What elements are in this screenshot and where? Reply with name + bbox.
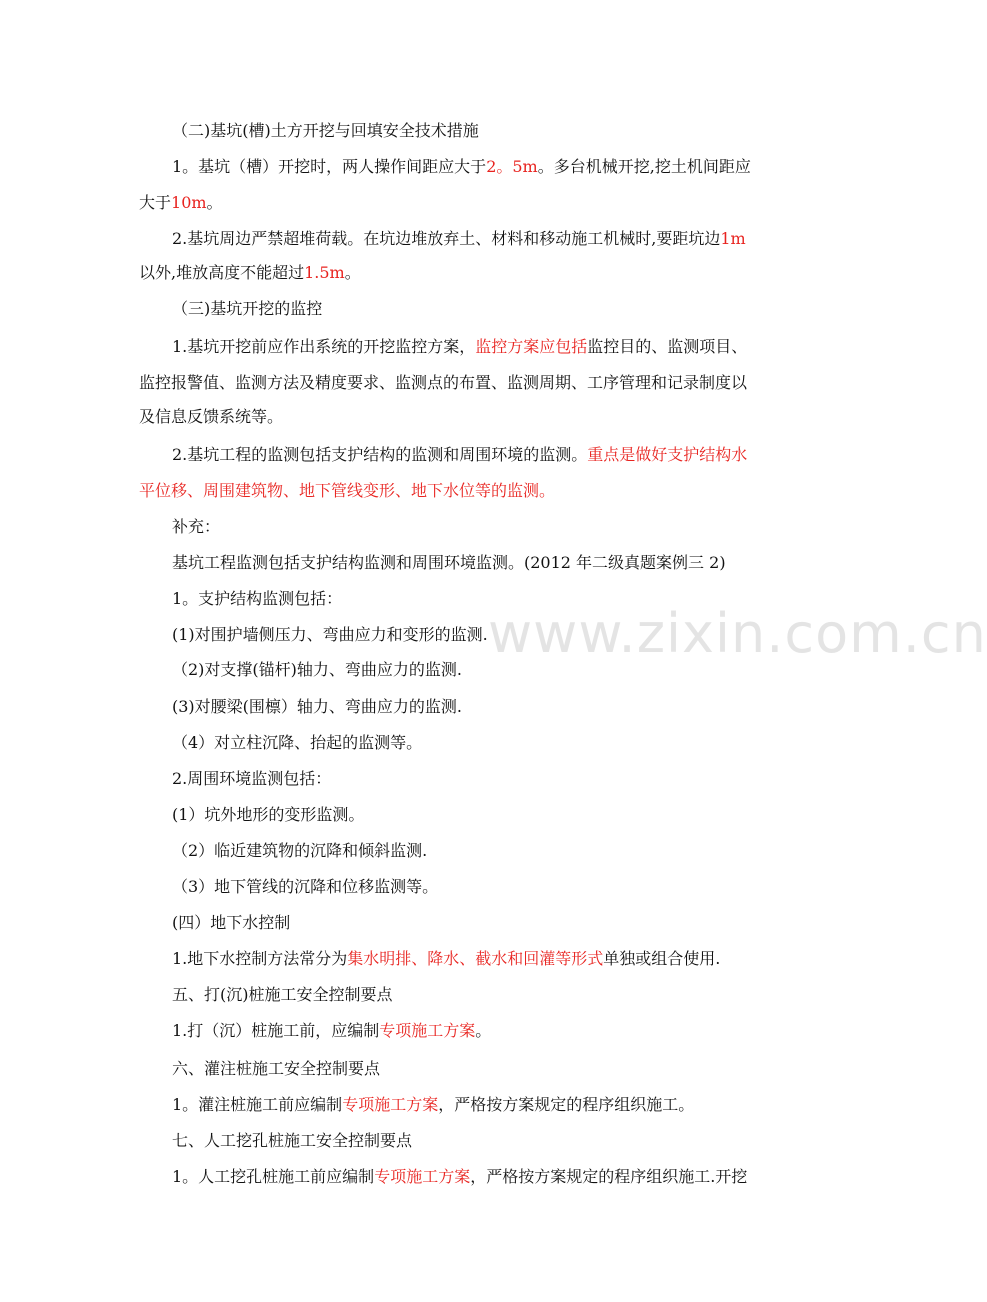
section-3-item-2-line-2: 平位移、周围建筑物、地下管线变形、地下水位等的监测。 [139, 481, 556, 500]
support-monitoring-heading: 1。支护结构监测包括： [172, 589, 343, 608]
environment-monitoring-item-3: （3）地下管线的沉降和位移监测等。 [172, 877, 439, 896]
section-3-item-1-line-2: 监控报警值、监测方法及精度要求、监测点的布置、监测周期、工序管理和记录制度以 [139, 373, 748, 392]
highlight-special-plan-5: 专项施工方案 [379, 1021, 476, 1040]
section-3-item-1-line-1: 1.基坑开挖前应作出系统的开挖监控方案，监控方案应包括监控目的、监测项目、 [172, 337, 748, 356]
supplement-label: 补充： [172, 517, 221, 536]
heading-7: 七、人工挖孔桩施工安全控制要点 [172, 1131, 413, 1150]
support-monitoring-item-1: (1)对围护墙侧压力、弯曲应力和变形的监测. [172, 625, 488, 644]
section-3-item-2-line-1: 2.基坑工程的监测包括支护结构的监测和周围环境的监测。重点是做好支护结构水 [172, 445, 748, 464]
highlight-groundwater-methods: 集水明排、降水、截水和回灌等形式 [347, 949, 604, 968]
highlight-monitoring-plan: 监控方案应包括 [475, 337, 588, 356]
highlight-key-monitoring: 重点是做好支护结构水 [587, 445, 748, 464]
environment-monitoring-item-1: (1）坑外地形的变形监测。 [172, 805, 365, 824]
support-monitoring-item-3: (3)对腰梁(围檩）轴力、弯曲应力的监测. [172, 697, 462, 716]
section-4-heading: (四）地下水控制 [172, 913, 291, 932]
heading-7-item-1: 1。人工挖孔桩施工前应编制专项施工方案，严格按方案规定的程序组织施工.开挖 [172, 1167, 748, 1186]
section-2-item-1-line-1: 1。基坑（槽）开挖时，两人操作间距应大于2。5m。多台机械开挖,挖土机间距应 [172, 157, 751, 176]
section-2-item-1-line-2: 大于10m。 [139, 193, 223, 212]
highlight-height-1-5m: 1.5m [304, 263, 345, 282]
heading-6: 六、灌注桩施工安全控制要点 [172, 1059, 381, 1078]
watermark: www.zixin.com.cn [488, 602, 987, 665]
support-monitoring-item-2: （2)对支撑(锚杆)轴力、弯曲应力的监测. [172, 660, 462, 679]
section-3-item-1-line-3: 及信息反馈系统等。 [139, 407, 284, 426]
supplement-intro: 基坑工程监测包括支护结构监测和周围环境监测。(2012 年二级真题案例三 2) [172, 553, 726, 572]
heading-5-item-1: 1.打（沉）桩施工前，应编制专项施工方案。 [172, 1021, 492, 1040]
highlight-special-plan-7: 专项施工方案 [374, 1167, 471, 1186]
section-3-heading: （三)基坑开挖的监控 [172, 299, 323, 318]
support-monitoring-item-4: （4）对立柱沉降、抬起的监测等。 [172, 733, 423, 752]
highlight-distance-2-5m: 2。5m [486, 157, 538, 176]
section-2-item-2-line-1: 2.基坑周边严禁超堆荷载。在坑边堆放弃土、材料和移动施工机械时,要距坑边1m [172, 229, 746, 248]
heading-5: 五、打(沉)桩施工安全控制要点 [172, 985, 393, 1004]
section-2-item-2-line-2: 以外,堆放高度不能超过1.5m。 [139, 263, 361, 282]
section-4-item-1: 1.地下水控制方法常分为集水明排、降水、截水和回灌等形式单独或组合使用. [172, 949, 721, 968]
heading-6-item-1: 1。灌注桩施工前应编制专项施工方案，严格按方案规定的程序组织施工。 [172, 1095, 695, 1114]
environment-monitoring-heading: 2.周围环境监测包括： [172, 769, 332, 788]
highlight-special-plan-6: 专项施工方案 [342, 1095, 439, 1114]
highlight-distance-1m: 1m [720, 229, 746, 248]
environment-monitoring-item-2: （2）临近建筑物的沉降和倾斜监测. [172, 841, 428, 860]
highlight-distance-10m: 10m [171, 193, 207, 212]
section-2-heading: （二)基坑(槽)土方开挖与回填安全技术措施 [172, 121, 479, 140]
